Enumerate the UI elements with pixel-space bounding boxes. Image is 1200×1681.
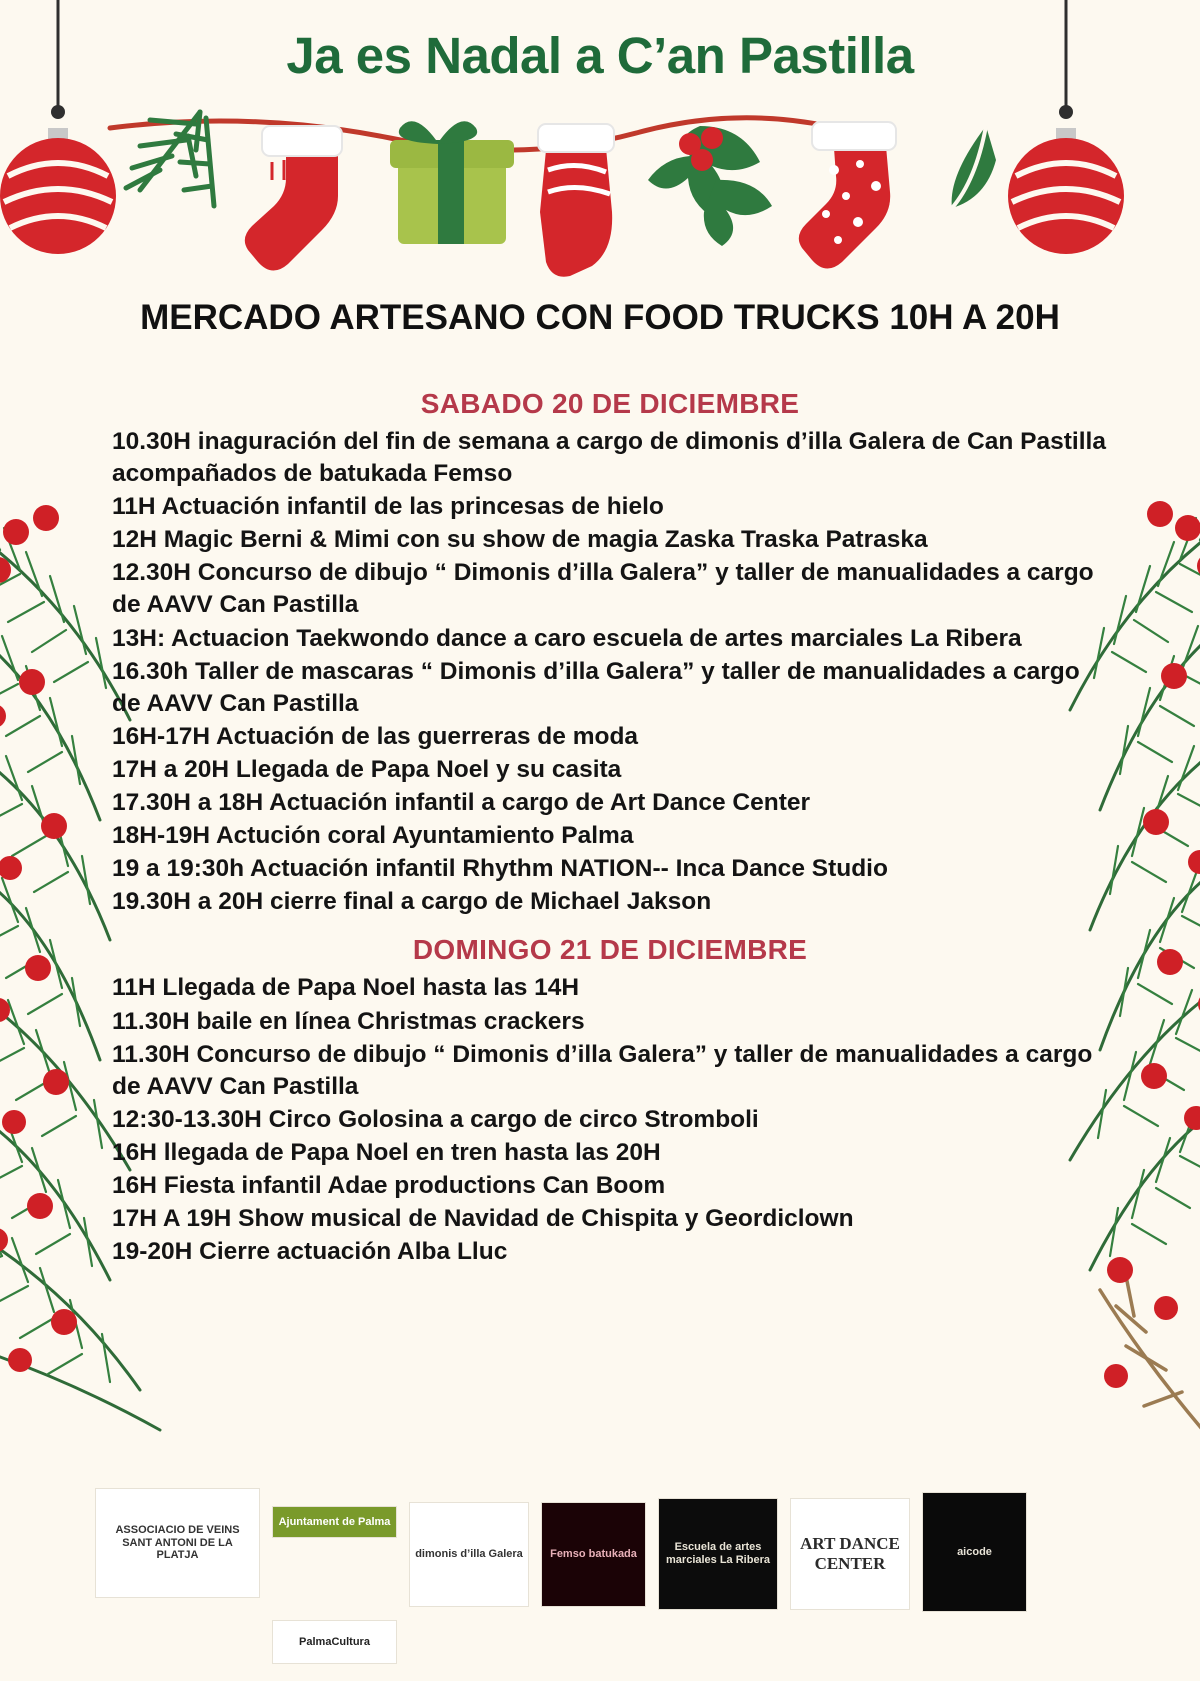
bauble-red-right: [1008, 128, 1124, 254]
stocking-red-icon: [245, 126, 342, 271]
event-item: 19.30H a 20H cierre final a cargo de Michael Jakson: [112, 888, 712, 916]
headline: MERCADO ARTESANO CON FOOD TRUCKS 10H A 20H: [140, 298, 1060, 337]
event-item: 16H-17H Actuación de las guerreras de moda: [112, 722, 639, 750]
logo-dimonis-illa-galera: dimonis d’illa Galera: [409, 1502, 529, 1607]
event-item: 12.30H Concurso de dibujo “ Dimonis d’illa Galera” y taller de manualidades a cargo de AAVV Can Pastilla: [112, 559, 1094, 619]
event-item: 17.30H a 18H Actuación infantil a cargo de Art Dance Center: [112, 789, 811, 817]
holly-icon: [648, 126, 772, 246]
logo-stack-palma: [272, 1488, 397, 1664]
event-item: 11.30H Concurso de dibujo “ Dimonis d’illa Galera” y taller de manualidades a cargo de AAVV Can Pastilla: [112, 1040, 1093, 1100]
event-item: 13H: Actuacion Taekwondo dance a caro escuela de artes marciales La Ribera: [112, 624, 1022, 652]
mitten-red-icon: [538, 124, 614, 277]
event-item: 19 a 19:30h Actuación infantil Rhythm NATION-- Inca Dance Studio: [112, 855, 888, 883]
event-item: 11H Actuación infantil de las princesas de hielo: [112, 493, 664, 521]
event-item: 18H-19H Actución coral Ayuntamiento Palma: [112, 822, 634, 850]
event-item: 12H Magic Berni & Mimi con su show de magia Zaska Traska Patraska: [112, 526, 928, 554]
gift-green-icon: [390, 121, 514, 244]
pine-sprig-icon: [126, 112, 200, 190]
logo-aicode: aicode: [922, 1492, 1027, 1612]
program-list: [110, 380, 1110, 1269]
event-item: 12:30-13.30H Circo Golosina a cargo de circo Stromboli: [112, 1105, 759, 1133]
logo-la-ribera: Escuela de artes marciales La Ribera: [658, 1498, 778, 1610]
sponsor-logos: [95, 1488, 1105, 1673]
bauble-red-left: [0, 128, 116, 254]
event-item: 16H Fiesta infantil Adae productions Can Boom: [112, 1171, 666, 1199]
event-item: 16H llegada de Papa Noel en tren hasta las 20H: [112, 1138, 661, 1166]
page-title: Ja es Nadal a C’an Pastilla: [286, 27, 914, 84]
logo-ajuntament-palma: Ajuntament de Palma: [272, 1506, 397, 1538]
event-item: 16.30h Taller de mascaras “ Dimonis d’illa Galera” y taller de manualidades a cargo de AAVV Can Pastilla: [112, 657, 1080, 717]
event-item: 17H a 20H Llegada de Papa Noel y su casita: [112, 755, 622, 783]
leaf-green-icon: [952, 126, 996, 208]
event-item: 11H Llegada de Papa Noel hasta las 14H: [112, 974, 580, 1002]
event-item: 10.30H inaguración del fin de semana a cargo de dimonis d’illa Galera de Can Pastilla acompañados de batukada Femso: [112, 428, 1106, 488]
logo-femso: Femso batukada: [541, 1502, 646, 1607]
event-item: 19-20H Cierre actuación Alba Lluc: [112, 1238, 508, 1266]
event-item: 17H A 19H Show musical de Navidad de Chispita y Geordiclown: [112, 1205, 854, 1233]
logo-palmacultura: PalmaCultura: [272, 1620, 397, 1664]
pine-sprig-icon-2: [176, 118, 214, 206]
day-title-saturday: SABADO 20 DE DICIEMBRE: [420, 388, 800, 419]
logo-art-dance-center: ART DANCE CENTER: [790, 1498, 910, 1610]
event-item: 11.30H baile en línea Christmas crackers: [112, 1007, 585, 1035]
stocking-star-icon: [799, 122, 896, 269]
logo-associacio-veins: ASSOCIACIO DE VEINS SANT ANTONI DE LA PLATJA: [95, 1488, 260, 1598]
day-title-sunday: DOMINGO 21 DE DICIEMBRE: [412, 934, 808, 966]
